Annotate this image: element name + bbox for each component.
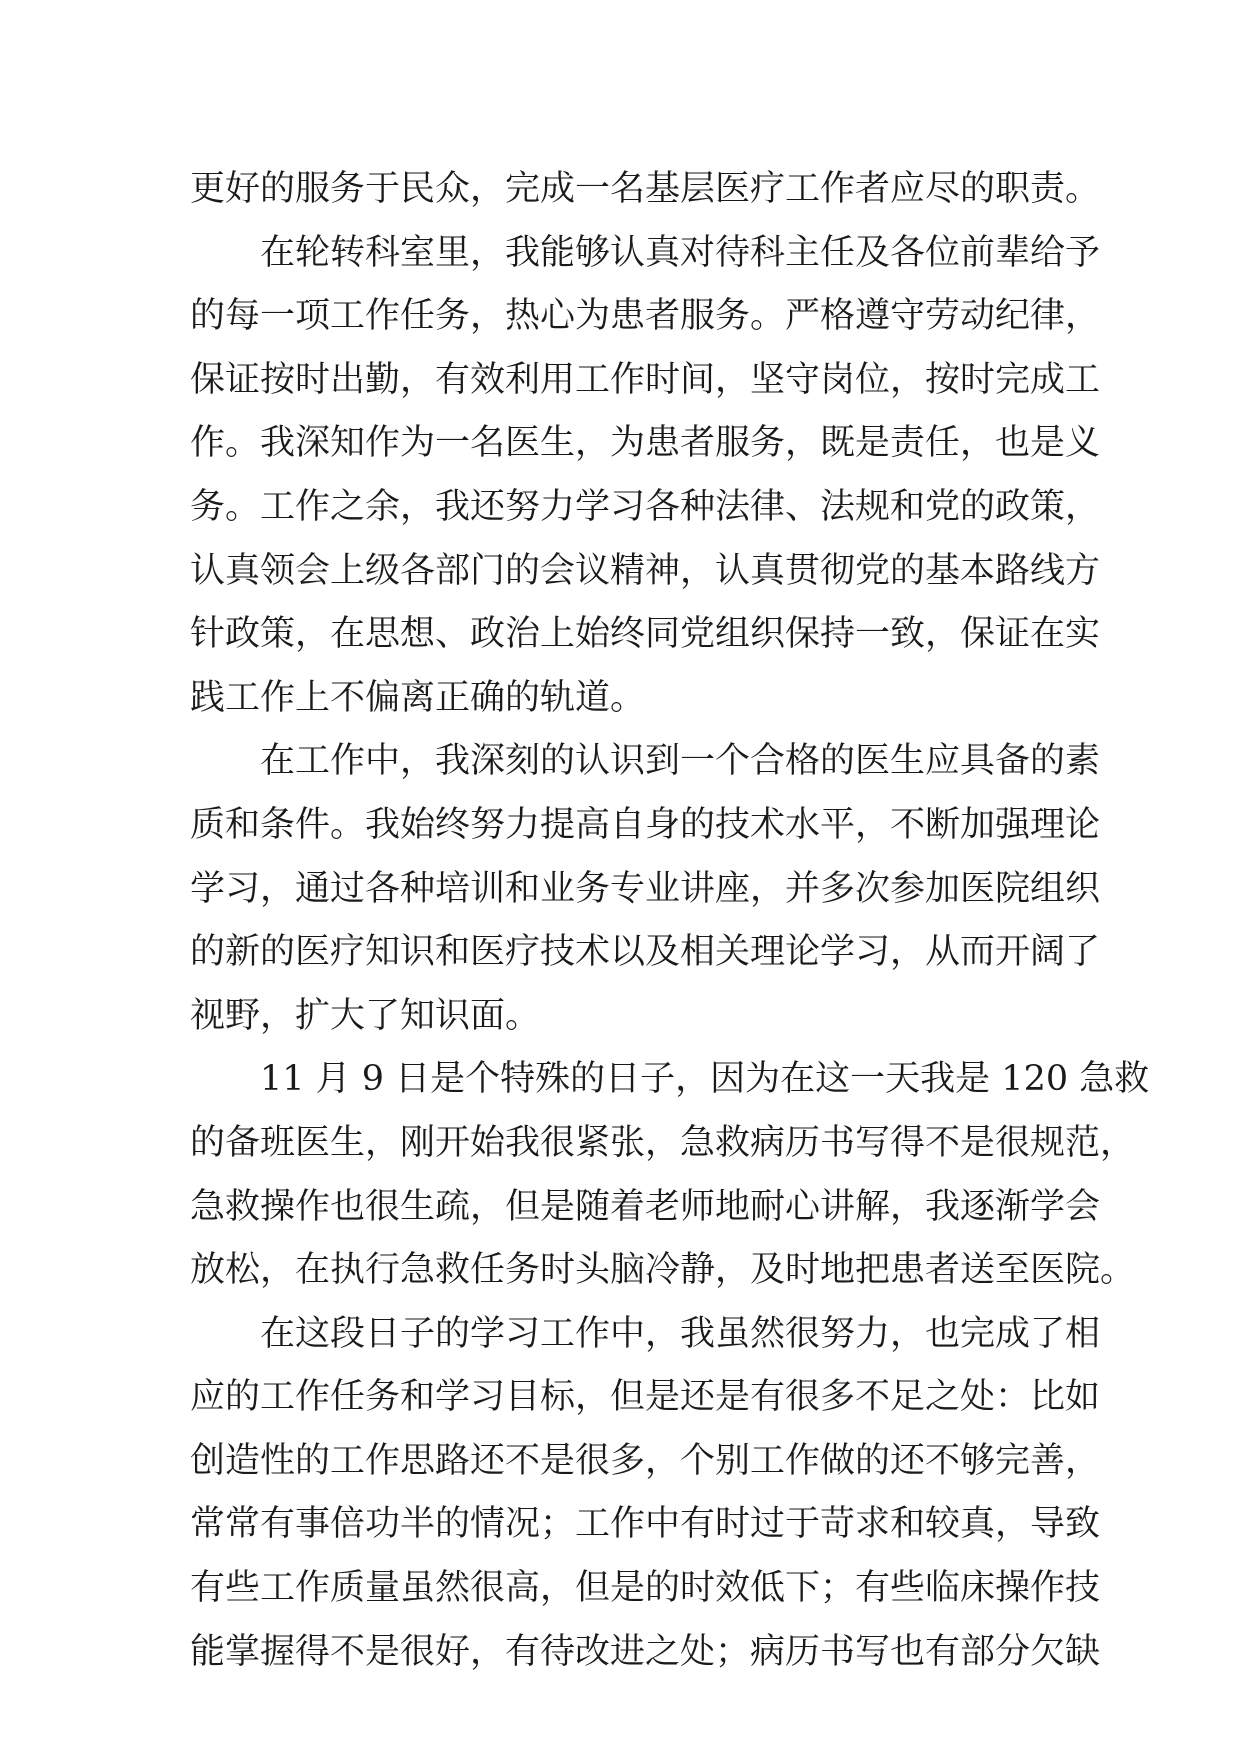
text-line: 能掌握得不是很好，有待改进之处；病历书写也有部分欠缺 <box>190 1631 1101 1672</box>
paragraph-first-line: 11 月 9 日是个特殊的日子，因为在这一天我是 120 急救 <box>260 1059 1150 1100</box>
text-line: 作。我深知作为一名医生，为患者服务，既是责任，也是义 <box>190 423 1101 464</box>
text-line: 的新的医疗知识和医疗技术以及相关理论学习，从而开阔了 <box>190 932 1101 973</box>
paragraph-first-line: 在工作中，我深刻的认识到一个合格的医生应具备的素 <box>260 741 1101 782</box>
text-line: 针政策，在思想、政治上始终同党组织保持一致，保证在实 <box>190 614 1101 655</box>
paragraph-last-line: 践工作上不偏离正确的轨道。 <box>190 677 646 718</box>
text-line: 认真领会上级各部门的会议精神，认真贯彻党的基本路线方 <box>190 550 1101 591</box>
text-line: 常常有事倍功半的情况；工作中有时过于苛求和较真，导致 <box>190 1504 1101 1545</box>
text-line: 务。工作之余，我还努力学习各种法律、法规和党的政策， <box>190 486 1101 527</box>
text-line: 急救操作也很生疏，但是随着老师地耐心讲解，我逐渐学会 <box>190 1186 1101 1227</box>
text-line: 的每一项工作任务，热心为患者服务。严格遵守劳动纪律， <box>190 296 1101 337</box>
body-text <box>190 158 1150 1684</box>
text-line: 创造性的工作思路还不是很多，个别工作做的还不够完善， <box>190 1440 1101 1481</box>
paragraph-last-line: 视野，扩大了知识面。 <box>190 995 541 1036</box>
text-line: 应的工作任务和学习目标，但是还是有很多不足之处：比如 <box>190 1377 1101 1418</box>
text-line: 的备班医生，刚开始我很紧张，急救病历书写得不是很规范， <box>190 1122 1136 1163</box>
text-line: 有些工作质量虽然很高，但是的时效低下；有些临床操作技 <box>190 1568 1101 1609</box>
paragraph-last-line: 放松，在执行急救任务时头脑冷静，及时地把患者送至医院。 <box>190 1250 1136 1291</box>
text-line: 更好的服务于民众，完成一名基层医疗工作者应尽的职责。 <box>190 169 1101 209</box>
paragraph-first-line: 在轮转科室里，我能够认真对待科主任及各位前辈给予 <box>260 232 1101 273</box>
text-line: 质和条件。我始终努力提高自身的技术水平，不断加强理论 <box>190 804 1101 845</box>
paragraph-first-line: 在这段日子的学习工作中，我虽然很努力，也完成了相 <box>260 1313 1101 1354</box>
text-line: 保证按时出勤，有效利用工作时间，坚守岗位，按时完成工 <box>190 359 1101 400</box>
text-line: 学习，通过各种培训和业务专业讲座，并多次参加医院组织 <box>190 868 1101 909</box>
